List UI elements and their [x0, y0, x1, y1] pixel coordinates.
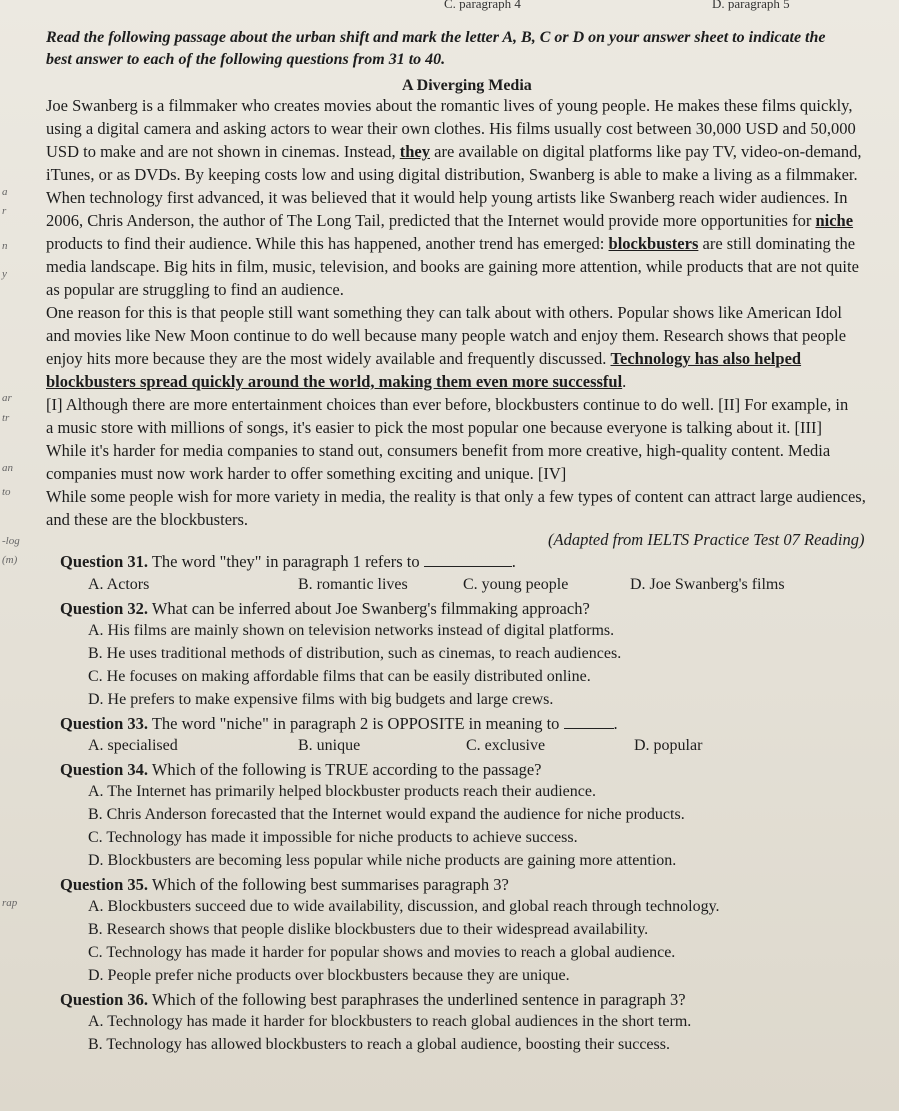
p2-line-4: media landscape. Big hits in film, music, television, and books are gaining more attention, while products that are not quite: [46, 257, 859, 276]
margin-fragment: (m): [2, 554, 18, 566]
p1-line-1: Joe Swanberg is a filmmaker who creates movies about the romantic lives of young people. He makes these films quickly,: [46, 96, 853, 115]
p4-line-2: a music store with millions of songs, it's easier to pick the most popular one because everyone is talking about it. [III]: [46, 418, 823, 437]
question-31-text: The word "they" in paragraph 1 refers to: [148, 552, 420, 571]
p2-line-2-start: 2006, Chris Anderson, the author of The Long Tail, predicted that the Internet would provide more opportunities for: [46, 211, 816, 230]
margin-fragment: n: [2, 240, 8, 252]
question-33-label: Question 33.: [60, 714, 149, 733]
p1-line-2: using a digital camera and asking actors to wear their own clothes. His films usually cost between 30,000 USD and 50,000: [46, 119, 856, 138]
q35-option-b[interactable]: B. Research shows that people dislike blockbusters due to their widespread availability.: [88, 921, 649, 938]
p3-line-3: [46, 349, 801, 369]
question-31: Question 31. The word "they" in paragraph 1 refers to .: [60, 552, 516, 571]
q34-option-b[interactable]: B. Chris Anderson forecasted that the Internet would expand the audience for niche products.: [88, 806, 685, 823]
q32-option-d[interactable]: D. He prefers to make expensive films with big budgets and large crews.: [88, 691, 554, 708]
question-32-text: What can be inferred about Joe Swanberg's filmmaking approach?: [148, 599, 590, 618]
margin-fragment: an: [2, 462, 13, 474]
p4-line-6: and these are the blockbusters.: [46, 510, 249, 529]
underlined-sentence-part-1: Technology has also helped: [610, 349, 802, 368]
margin-fragment: -log: [2, 535, 20, 547]
underlined-they: they: [399, 142, 431, 161]
p1-line-4: iTunes, or as DVDs. By keeping costs low and using digital distribution, Swanberg is able to make a living as a filmmaker.: [46, 165, 858, 184]
question-34-text: Which of the following is TRUE according to the passage?: [148, 760, 542, 779]
margin-fragment: rap: [2, 897, 18, 909]
question-35-text: Which of the following best summarises paragraph 3?: [148, 875, 509, 894]
p2-line-3: [46, 234, 855, 254]
question-32: [60, 599, 590, 619]
underlined-blockbusters: blockbusters: [608, 234, 699, 253]
q34-option-a[interactable]: A. The Internet has primarily helped blockbuster products reach their audience.: [88, 783, 596, 800]
q36-option-a[interactable]: A. Technology has made it harder for blockbusters to reach global audiences in the short term.: [88, 1013, 692, 1030]
instructions-line-1: Read the following passage about the urban shift and mark the letter A, B, C or D on your answer sheet to indicate the: [46, 29, 826, 46]
margin-fragment: to: [2, 486, 11, 498]
question-36: [60, 990, 686, 1010]
p4-line-4: companies must now work harder to offer something exciting and unique. [IV]: [46, 464, 567, 483]
q36-option-b[interactable]: B. Technology has allowed blockbusters to reach a global audience, boosting their success.: [88, 1036, 670, 1053]
p3-line-4: [46, 372, 626, 392]
passage-title: A Diverging Media: [402, 77, 532, 94]
p2-line-1: When technology first advanced, it was believed that it would help young artists like Swanberg reach wider audiences. In: [46, 188, 848, 207]
question-35: [60, 875, 509, 895]
passage-source: (Adapted from IELTS Practice Test 07 Reading): [548, 530, 865, 549]
q35-option-d[interactable]: D. People prefer niche products over blockbusters because they are unique.: [88, 967, 570, 984]
q32-option-b[interactable]: B. He uses traditional methods of distribution, such as cinemas, to reach audiences.: [88, 645, 622, 662]
margin-fragment: a: [2, 186, 8, 198]
underlined-sentence-part-2: blockbusters spread quickly around the world, making them even more successful: [46, 372, 623, 391]
p3-line-1: One reason for this is that people still want something they can talk about with others. Popular shows like American Idol: [46, 303, 842, 322]
p4-line-1: [I] Although there are more entertainment choices than ever before, blockbusters continue to do well. [II] For example, in: [46, 395, 849, 414]
p3-line-2: and movies like New Moon continue to do well because many people watch and enjoy them. Research shows that people: [46, 326, 847, 345]
p4-line-5: While some people wish for more variety in media, the reality is that only a few types of content can attract large audiences,: [46, 487, 866, 506]
q34-option-d[interactable]: D. Blockbusters are becoming less popular while niche products are gaining more attention.: [88, 852, 677, 869]
question-34: [60, 760, 541, 780]
question-36-text: Which of the following best paraphrases the underlined sentence in paragraph 3?: [148, 990, 686, 1009]
cut-option-d: D. paragraph 5: [712, 0, 790, 11]
p1-line-3: [46, 142, 862, 162]
instructions-line-2: best answer to each of the following questions from 31 to 40.: [46, 51, 446, 68]
q32-option-a[interactable]: A. His films are mainly shown on television networks instead of digital platforms.: [88, 622, 615, 639]
p2-line-2: [46, 211, 853, 231]
margin-fragment: ar: [2, 392, 12, 404]
q34-option-c[interactable]: C. Technology has made it impossible for niche products to achieve success.: [88, 829, 578, 846]
underlined-niche: niche: [815, 211, 854, 230]
p3-line-4-end: .: [622, 372, 627, 391]
question-34-label: Question 34.: [60, 760, 149, 779]
margin-fragment: r: [2, 205, 7, 217]
q31-option-a[interactable]: A. Actors: [88, 576, 150, 593]
q31-option-c[interactable]: C. young people: [463, 576, 569, 593]
answer-blank: [424, 554, 512, 567]
p2-line-3-start: products to find their audience. While this has happened, another trend has emerged:: [46, 234, 609, 253]
q33-option-b[interactable]: B. unique: [298, 737, 361, 754]
q31-option-b[interactable]: B. romantic lives: [298, 576, 408, 593]
question-36-label: Question 36.: [60, 990, 149, 1009]
question-33-text: The word "niche" in paragraph 2 is OPPOSITE in meaning to: [148, 714, 560, 733]
cut-option-c: C. paragraph 4: [444, 0, 521, 11]
question-35-label: Question 35.: [60, 875, 149, 894]
q32-option-c[interactable]: C. He focuses on making affordable films that can be easily distributed online.: [88, 668, 591, 685]
p4-line-3: While it's harder for media companies to stand out, consumers benefit from more creative, high-quality content. Media: [46, 441, 831, 460]
p3-line-3-start: enjoy hits more because they are the most widely available and frequently discussed.: [46, 349, 611, 368]
question-31-label: Question 31.: [60, 552, 149, 571]
question-32-label: Question 32.: [60, 599, 149, 618]
q35-option-a[interactable]: A. Blockbusters succeed due to wide availability, discussion, and global reach through technology.: [88, 898, 720, 915]
q33-option-d[interactable]: D. popular: [634, 737, 703, 754]
margin-fragment: y: [2, 268, 7, 280]
q31-option-d[interactable]: D. Joe Swanberg's films: [630, 576, 785, 593]
q33-option-c[interactable]: C. exclusive: [466, 737, 546, 754]
p2-line-3-end: are still dominating the: [698, 234, 856, 253]
q33-option-a[interactable]: A. specialised: [88, 737, 178, 754]
margin-fragment: tr: [2, 412, 10, 424]
answer-blank: [564, 716, 614, 729]
p1-line-3-start: USD to make and are not shown in cinemas. Instead,: [46, 142, 400, 161]
p1-line-3-end: are available on digital platforms like pay TV, video-on-demand,: [430, 142, 862, 161]
p2-line-5: as popular are struggling to find an audience.: [46, 280, 344, 299]
q35-option-c[interactable]: C. Technology has made it harder for popular shows and movies to reach a global audience.: [88, 944, 676, 961]
question-33: Question 33. The word "niche" in paragraph 2 is OPPOSITE in meaning to .: [60, 714, 618, 733]
